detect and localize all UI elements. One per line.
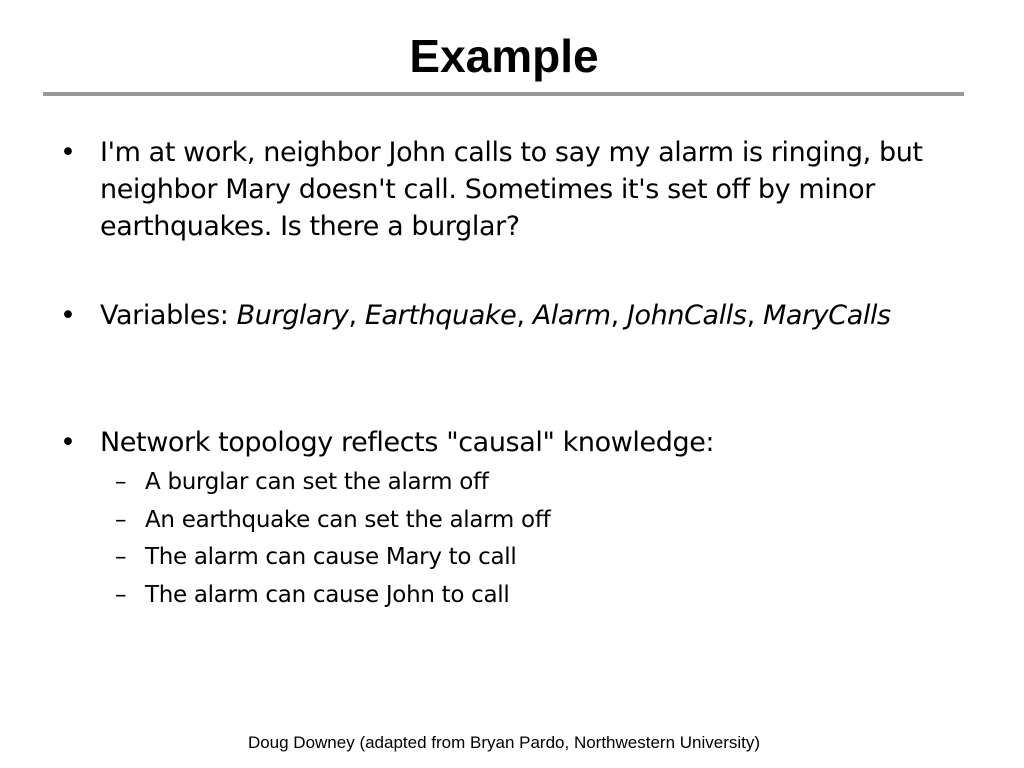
subitem-marker: – bbox=[115, 469, 127, 495]
subitem-marker: – bbox=[115, 582, 127, 608]
subitem-marker: – bbox=[115, 544, 127, 570]
variable-alarm: Alarm bbox=[532, 300, 611, 331]
subitem-text: A burglar can set the alarm off bbox=[145, 469, 489, 495]
bullet-marker: • bbox=[60, 427, 76, 458]
variable-earthquake: Earthquake bbox=[364, 300, 517, 331]
subitem-text: The alarm can cause John to call bbox=[145, 582, 510, 608]
variable-separator: , bbox=[348, 300, 365, 331]
slide-footer: Doug Downey (adapted from Bryan Pardo, Northwestern University) bbox=[247, 733, 761, 752]
variable-separator: , bbox=[746, 300, 763, 331]
variable-separator: , bbox=[610, 300, 627, 331]
variable-separator: , bbox=[516, 300, 533, 331]
bullet-marker: • bbox=[60, 300, 76, 331]
title-divider bbox=[43, 92, 964, 96]
subitem-text: The alarm can cause Mary to call bbox=[145, 544, 517, 570]
variable-johncalls: JohnCalls bbox=[626, 300, 747, 331]
bullet-marker: • bbox=[60, 137, 76, 168]
variable-burglary: Burglary bbox=[236, 300, 349, 331]
subitem-marker: – bbox=[115, 507, 127, 533]
subitem-text: An earthquake can set the alarm off bbox=[145, 507, 551, 533]
slide-title: Example bbox=[409, 30, 599, 82]
bullet-scenario-text: I'm at work, neighbor John calls to say my alarm is ringing, but neighbor Mary doesn't call. Sometimes it's set off by minor earthquakes. Is there a burglar? bbox=[100, 137, 923, 242]
bullet-topology-text: Network topology reflects "causal" knowledge: bbox=[100, 427, 715, 458]
variables-prefix: Variables: bbox=[100, 300, 237, 331]
variable-marycalls: MaryCalls bbox=[762, 300, 891, 331]
bullet-variables-text bbox=[100, 297, 960, 334]
